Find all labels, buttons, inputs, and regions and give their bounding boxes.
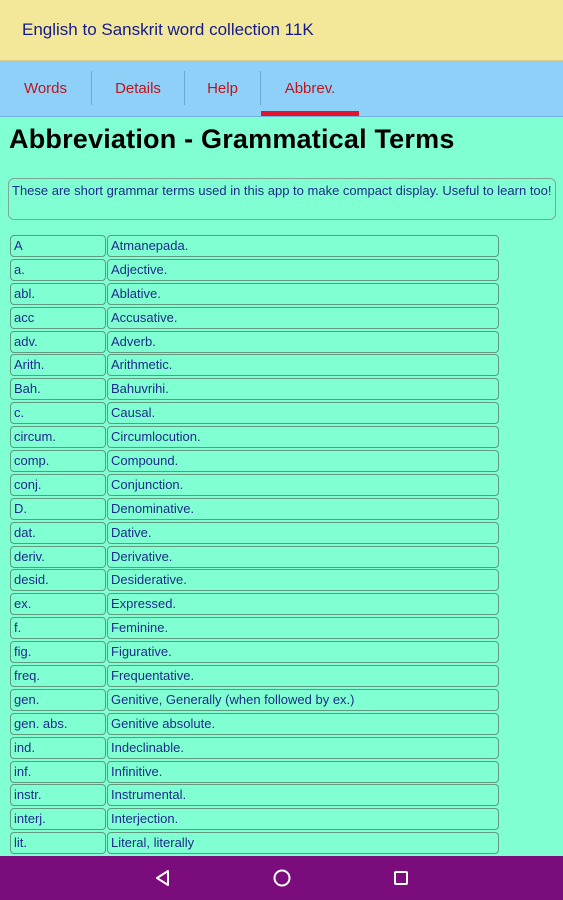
table-row — [10, 712, 500, 736]
table-row — [10, 807, 500, 831]
meaning-cell: Causal. — [107, 402, 499, 424]
table-row — [10, 377, 500, 401]
table-row — [10, 592, 500, 616]
table-row — [10, 234, 500, 258]
recents-button[interactable] — [388, 865, 414, 891]
meaning-cell: Genitive, Generally (when followed by ex.) — [107, 689, 499, 711]
active-tab-indicator — [261, 111, 359, 116]
meaning-cell: Instrumental. — [107, 784, 499, 806]
meaning-cell: Arithmetic. — [107, 354, 499, 376]
table-row — [10, 783, 500, 807]
abbreviation-cell: acc — [10, 307, 106, 329]
abbreviation-cell: deriv. — [10, 546, 106, 568]
table-row — [10, 521, 500, 545]
abbreviation-cell: Arith. — [10, 354, 106, 376]
meaning-cell: Bahuvrihi. — [107, 378, 499, 400]
meaning-cell: Frequentative. — [107, 665, 499, 687]
meaning-cell: Conjunction. — [107, 474, 499, 496]
abbreviation-table — [10, 234, 500, 855]
abbreviation-content[interactable] — [0, 117, 563, 856]
abbreviation-cell: ex. — [10, 593, 106, 615]
tab-abbrev-label: Abbrev. — [284, 80, 336, 97]
meaning-cell: Derivative. — [107, 546, 499, 568]
abbreviation-cell: dat. — [10, 522, 106, 544]
meaning-cell: Interjection. — [107, 808, 499, 830]
tab-words[interactable] — [0, 61, 91, 116]
abbreviation-cell: lit. — [10, 832, 106, 854]
abbreviation-cell: interj. — [10, 808, 106, 830]
abbreviation-cell: adv. — [10, 331, 106, 353]
table-row — [10, 449, 500, 473]
table-row — [10, 473, 500, 497]
tab-bar — [0, 61, 563, 117]
meaning-cell: Genitive absolute. — [107, 713, 499, 735]
meaning-cell: Figurative. — [107, 641, 499, 663]
abbreviation-cell: Bah. — [10, 378, 106, 400]
meaning-cell: Compound. — [107, 450, 499, 472]
tab-words-label: Words — [23, 80, 68, 97]
tab-help-label: Help — [207, 80, 238, 97]
system-nav-bar — [0, 856, 563, 900]
meaning-cell: Infinitive. — [107, 761, 499, 783]
back-button[interactable] — [150, 865, 176, 891]
table-row — [10, 353, 500, 377]
meaning-cell: Ablative. — [107, 283, 499, 305]
page-title: Abbreviation - Grammatical Terms — [9, 124, 455, 154]
table-row — [10, 425, 500, 449]
table-row — [10, 640, 500, 664]
home-circle-icon — [269, 865, 295, 891]
back-triangle-icon — [150, 865, 176, 891]
abbreviation-cell: D. — [10, 498, 106, 520]
meaning-cell: Adjective. — [107, 259, 499, 281]
intro-text: These are short grammar terms used in this app to make compact display. Useful to learn too! — [8, 178, 556, 220]
meaning-cell: Denominative. — [107, 498, 499, 520]
abbreviation-cell: gen. abs. — [10, 713, 106, 735]
meaning-cell: Circumlocution. — [107, 426, 499, 448]
app-title-bar — [0, 0, 563, 61]
table-row — [10, 401, 500, 425]
table-row — [10, 760, 500, 784]
abbreviation-cell: conj. — [10, 474, 106, 496]
abbreviation-cell: freq. — [10, 665, 106, 687]
abbreviation-cell: f. — [10, 617, 106, 639]
tab-details-label: Details — [115, 80, 161, 97]
home-button[interactable] — [269, 865, 295, 891]
table-row — [10, 497, 500, 521]
table-row — [10, 545, 500, 569]
table-row — [10, 736, 500, 760]
app-title: English to Sanskrit word collection 11K — [22, 20, 314, 39]
meaning-cell: Indeclinable. — [107, 737, 499, 759]
table-row — [10, 282, 500, 306]
abbreviation-cell: comp. — [10, 450, 106, 472]
abbreviation-cell: inf. — [10, 761, 106, 783]
meaning-cell: Adverb. — [107, 331, 499, 353]
table-row — [10, 664, 500, 688]
meaning-cell: Literal, literally — [107, 832, 499, 854]
abbreviation-cell: abl. — [10, 283, 106, 305]
abbreviation-cell: gen. — [10, 689, 106, 711]
abbreviation-cell: a. — [10, 259, 106, 281]
tab-help[interactable] — [185, 61, 260, 116]
recents-square-icon — [388, 865, 414, 891]
table-row — [10, 688, 500, 712]
meaning-cell: Expressed. — [107, 593, 499, 615]
abbreviation-cell: A — [10, 235, 106, 257]
tab-details[interactable] — [92, 61, 184, 116]
table-row — [10, 306, 500, 330]
meaning-cell: Dative. — [107, 522, 499, 544]
abbreviation-cell: instr. — [10, 784, 106, 806]
meaning-cell: Feminine. — [107, 617, 499, 639]
abbreviation-cell: circum. — [10, 426, 106, 448]
meaning-cell: Accusative. — [107, 307, 499, 329]
table-row — [10, 568, 500, 592]
table-row — [10, 831, 500, 855]
meaning-cell: Atmanepada. — [107, 235, 499, 257]
table-row — [10, 258, 500, 282]
abbreviation-cell: fig. — [10, 641, 106, 663]
abbreviation-cell: c. — [10, 402, 106, 424]
abbreviation-cell: desid. — [10, 569, 106, 591]
table-row — [10, 616, 500, 640]
meaning-cell: Desiderative. — [107, 569, 499, 591]
table-row — [10, 330, 500, 354]
abbreviation-cell: ind. — [10, 737, 106, 759]
tab-abbrev[interactable] — [261, 61, 359, 116]
